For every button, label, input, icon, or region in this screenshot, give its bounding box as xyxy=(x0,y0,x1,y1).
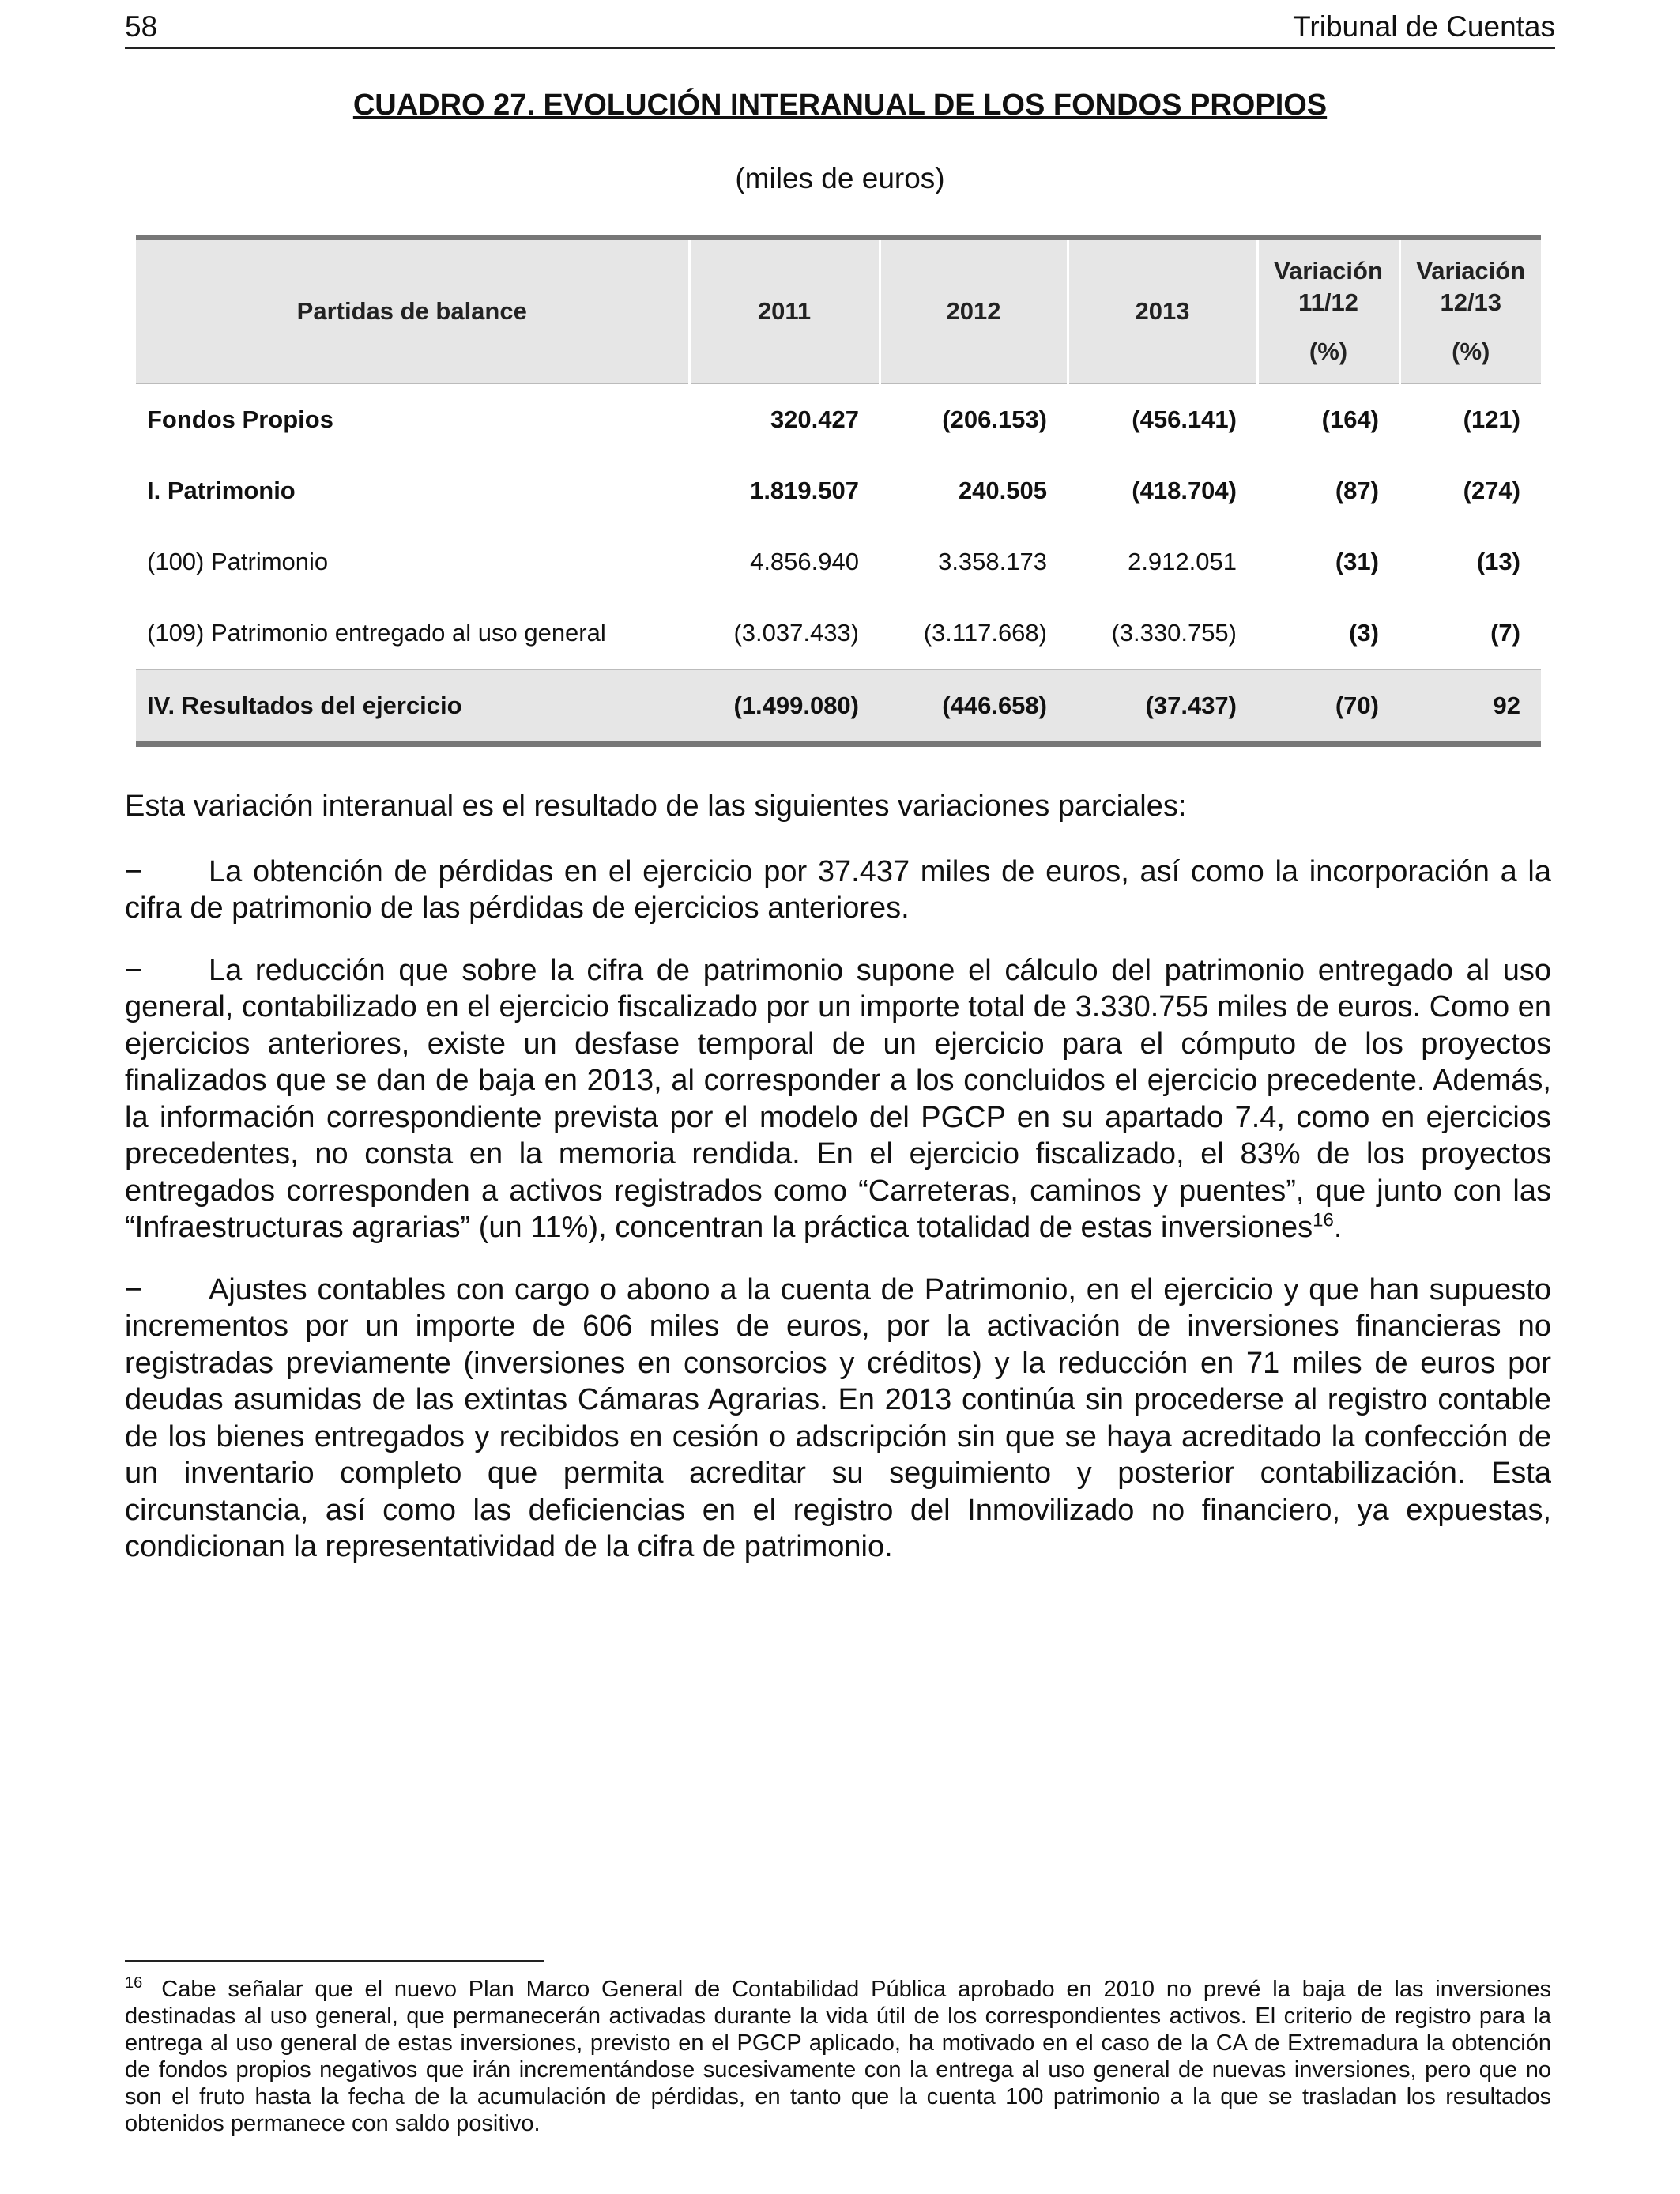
footnote xyxy=(125,1976,1551,2137)
footnote-text: Cabe señalar que el nuevo Plan Marco General de Contabilidad Pública aprobado en 2010 no prevé la baja de las inversiones destinadas al uso general, que permanecerán activadas durante la vida útil de los correspondientes activos. El criterio de registro para la entrega al uso general de estas inversiones, previsto en el PGCP aplicado, ha motivado en el caso de la CA de Extremadura la obtención de fondos propios negativos que irán incrementándose sucesivamente con la entrega al uso general de nuevas inversiones, pero que no son el fruto hasta la fecha de la acumulación de pérdidas, en tanto que la cuenta 100 patrimonio a la que se trasladan los resultados obtenidos permanece con saldo positivo. xyxy=(125,1977,1551,2136)
table-row xyxy=(136,383,1541,455)
dash-bullet: − xyxy=(125,1272,143,1306)
cell-2011: 320.427 xyxy=(770,405,859,433)
bullet-paragraph-2: − La reducción que sobre la cifra de patrimonio supone el cálculo del patrimonio entregado al uso general, contabilizado en el ejercicio fiscalizado por un importe total de 3.330.755 miles de euros. Como en ejercicios anteriores, existe un desfase temporal de un ejercicio para el cómputo de los proyectos finalizados que se dan de baja en 2013, al corresponder a los concluidos el ejercicio precedente. Además, la información correspondiente prevista por el modelo del PGCP en su apartado 7.4, como en ejercicios precedentes, no consta en la memoria rendida. En el ejercicio fiscalizado, el 83% de los proyectos entregados corresponden a activos registrados como “Carreteras, caminos y puentes”, que junto con las “Infraestructuras agrarias” (un 11%), concentran la práctica totalidad de estas inversiones$^{16}$. xyxy=(125,953,1551,1244)
cell-2012: (446.658) xyxy=(880,669,1068,745)
table-row xyxy=(136,598,1541,669)
row-label: (100) Patrimonio xyxy=(147,548,329,575)
cell-2013: 2.912.051 xyxy=(1128,548,1237,575)
table-row xyxy=(136,526,1541,598)
cell-var-12-13: (13) xyxy=(1476,548,1520,575)
row-label: IV. Resultados del ejercicio xyxy=(136,669,689,745)
footnote-reference[interactable]: 16 xyxy=(1313,1209,1334,1231)
cell-2013: (3.330.755) xyxy=(1111,619,1237,647)
cell-var-11-12: (87) xyxy=(1335,477,1379,504)
cell-2012: (3.117.668) xyxy=(923,619,1047,647)
page-number: 58 xyxy=(125,10,158,43)
dash-bullet: − xyxy=(125,854,143,888)
cell-2011: (3.037.433) xyxy=(733,619,859,647)
cell-2013: (37.437) xyxy=(1068,669,1257,745)
cell-var-11-12: (70) xyxy=(1257,669,1399,745)
institution-name: Tribunal de Cuentas xyxy=(1293,10,1555,43)
table-header-row xyxy=(136,238,1541,384)
cell-var-11-12: (3) xyxy=(1349,619,1379,647)
table-title: CUADRO 27. EVOLUCIÓN INTERANUAL DE LOS FONDOS PROPIOS xyxy=(352,89,1328,122)
cell-2013: (418.704) xyxy=(1132,477,1237,504)
page-header xyxy=(125,6,1555,49)
cell-2012: (206.153) xyxy=(942,405,1047,433)
intro-paragraph: Esta variación interanual es el resultado de las siguientes variaciones parciales: xyxy=(125,790,1187,823)
row-label: Fondos Propios xyxy=(147,405,333,433)
header-variacion-12-13: Variación 12/13 (%) xyxy=(1416,257,1526,365)
row-label: I. Patrimonio xyxy=(147,477,296,504)
fondos-propios-table xyxy=(136,235,1541,747)
table-subtitle: (miles de euros) xyxy=(735,162,945,194)
cell-var-12-13: (121) xyxy=(1463,405,1520,433)
dash-bullet: − xyxy=(125,953,143,987)
body-text xyxy=(125,788,1551,1591)
header-partidas: Partidas de balance xyxy=(136,238,689,384)
cell-2012: 240.505 xyxy=(958,477,1047,504)
cell-var-12-13: (274) xyxy=(1463,477,1520,504)
cell-var-11-12: (31) xyxy=(1335,548,1379,575)
table-row xyxy=(136,455,1541,526)
bullet-paragraph-3: − Ajustes contables con cargo o abono a la cuenta de Patrimonio, en el ejercicio y que han supuesto incrementos por un importe de 606 miles de euros, por la activación de inversiones financieras no registradas previamente (inversiones en consorcios y créditos) y la reducción en 71 miles de euros por deudas asumidas de las extintas Cámaras Agrarias. En 2013 continúa sin procederse al registro contable de los bienes entregados y recibidos en cesión o adscripción sin que se haya acreditado la confección de un inventario completo que permita acreditar su seguimiento y posterior contabilización. Esta circunstancia, así como las deficiencias en el registro del Inmovilizado no financiero, ya expuestas, condicionan la representatividad de la cifra de patrimonio. xyxy=(125,1272,1551,1563)
table-row xyxy=(136,669,1541,745)
header-variacion-11-12: Variación 11/12 (%) xyxy=(1257,238,1399,384)
cell-2011: 1.819.507 xyxy=(750,477,859,504)
cell-2012: 3.358.173 xyxy=(938,548,1047,575)
cell-2011: 4.856.940 xyxy=(750,548,859,575)
header-2012: 2012 xyxy=(880,238,1068,384)
header-2011: 2011 xyxy=(689,238,880,384)
cell-2011: (1.499.080) xyxy=(689,669,880,745)
bullet-paragraph-1: − La obtención de pérdidas en el ejercicio por 37.437 miles de euros, así como la incorporación a la cifra de patrimonio de las pérdidas de ejercicios anteriores. xyxy=(125,854,1551,925)
cell-var-12-13: (7) xyxy=(1490,619,1520,647)
cell-2013: (456.141) xyxy=(1132,405,1237,433)
row-label: (109) Patrimonio entregado al uso general xyxy=(147,619,606,647)
footnote-divider xyxy=(125,1960,544,1962)
cell-var-12-13: 92 xyxy=(1399,669,1541,745)
header-2013: 2013 xyxy=(1068,238,1257,384)
footnote-number: 16 xyxy=(125,1974,143,1992)
cell-var-11-12: (164) xyxy=(1321,405,1379,433)
